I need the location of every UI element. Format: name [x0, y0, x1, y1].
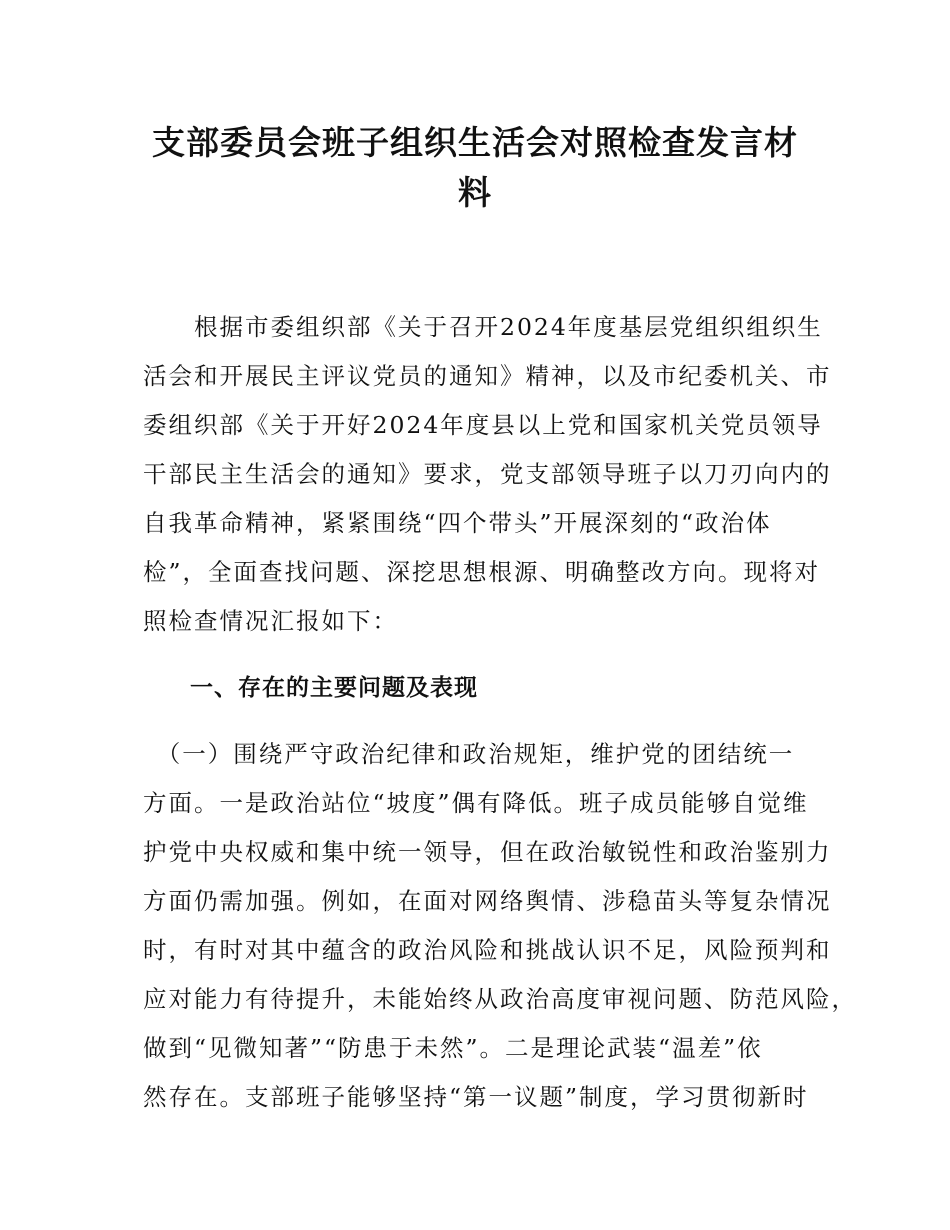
paragraph-line: 然存在。支部班子能够坚持“第一议题”制度，学习贯彻新时: [143, 1083, 809, 1111]
paragraph-line: 做到“见微知著”“防患于未然”。二是理论武装“温差”依: [143, 1034, 763, 1062]
title-line: 支部委员会班子组织生活会对照检查发言材: [152, 123, 798, 162]
section-heading: 一、存在的主要问题及表现: [190, 675, 478, 701]
paragraph-line: 根据市委组织部《关于召开2024年度基层党组织组织生: [143, 313, 823, 341]
paragraph-line: （一）围绕严守政治纪律和政治规矩，维护党的团结统一: [143, 740, 795, 768]
paragraph-line: 方面仍需加强。例如，在面对网络舆情、涉稳苗头等复杂情况: [143, 887, 832, 915]
paragraph-line: 委组织部《关于开好2024年度县以上党和国家机关党员领导: [143, 411, 823, 439]
paragraph-line: 自我革命精神，紧紧围绕“四个带头”开展深刻的“政治体: [143, 509, 772, 537]
document-title: [120, 118, 830, 218]
problem-paragraph: [143, 730, 857, 1122]
paragraph-line: 照检查情况汇报如下：: [143, 607, 398, 635]
intro-paragraph: [143, 303, 832, 646]
paragraph-line: 应对能力有待提升，未能始终从政治高度审视问题、防范风险，: [143, 985, 857, 1013]
paragraph-line: 方面。一是政治站位“坡度”偶有降低。班子成员能够自觉维: [143, 789, 809, 817]
paragraph-line: 干部民主生活会的通知》要求，党支部领导班子以刀刃向内的: [143, 460, 832, 488]
paragraph-line: 时，有时对其中蕴含的政治风险和挑战认识不足，风险预判和: [143, 936, 832, 964]
paragraph-line: 活会和开展民主评议党员的通知》精神，以及市纪委机关、市: [143, 362, 832, 390]
title-line: 料: [458, 173, 492, 212]
paragraph-line: 护党中央权威和集中统一领导，但在政治敏锐性和政治鉴别力: [143, 838, 832, 866]
paragraph-line: 检”，全面查找问题、深挖思想根源、明确整改方向。现将对: [143, 558, 821, 586]
